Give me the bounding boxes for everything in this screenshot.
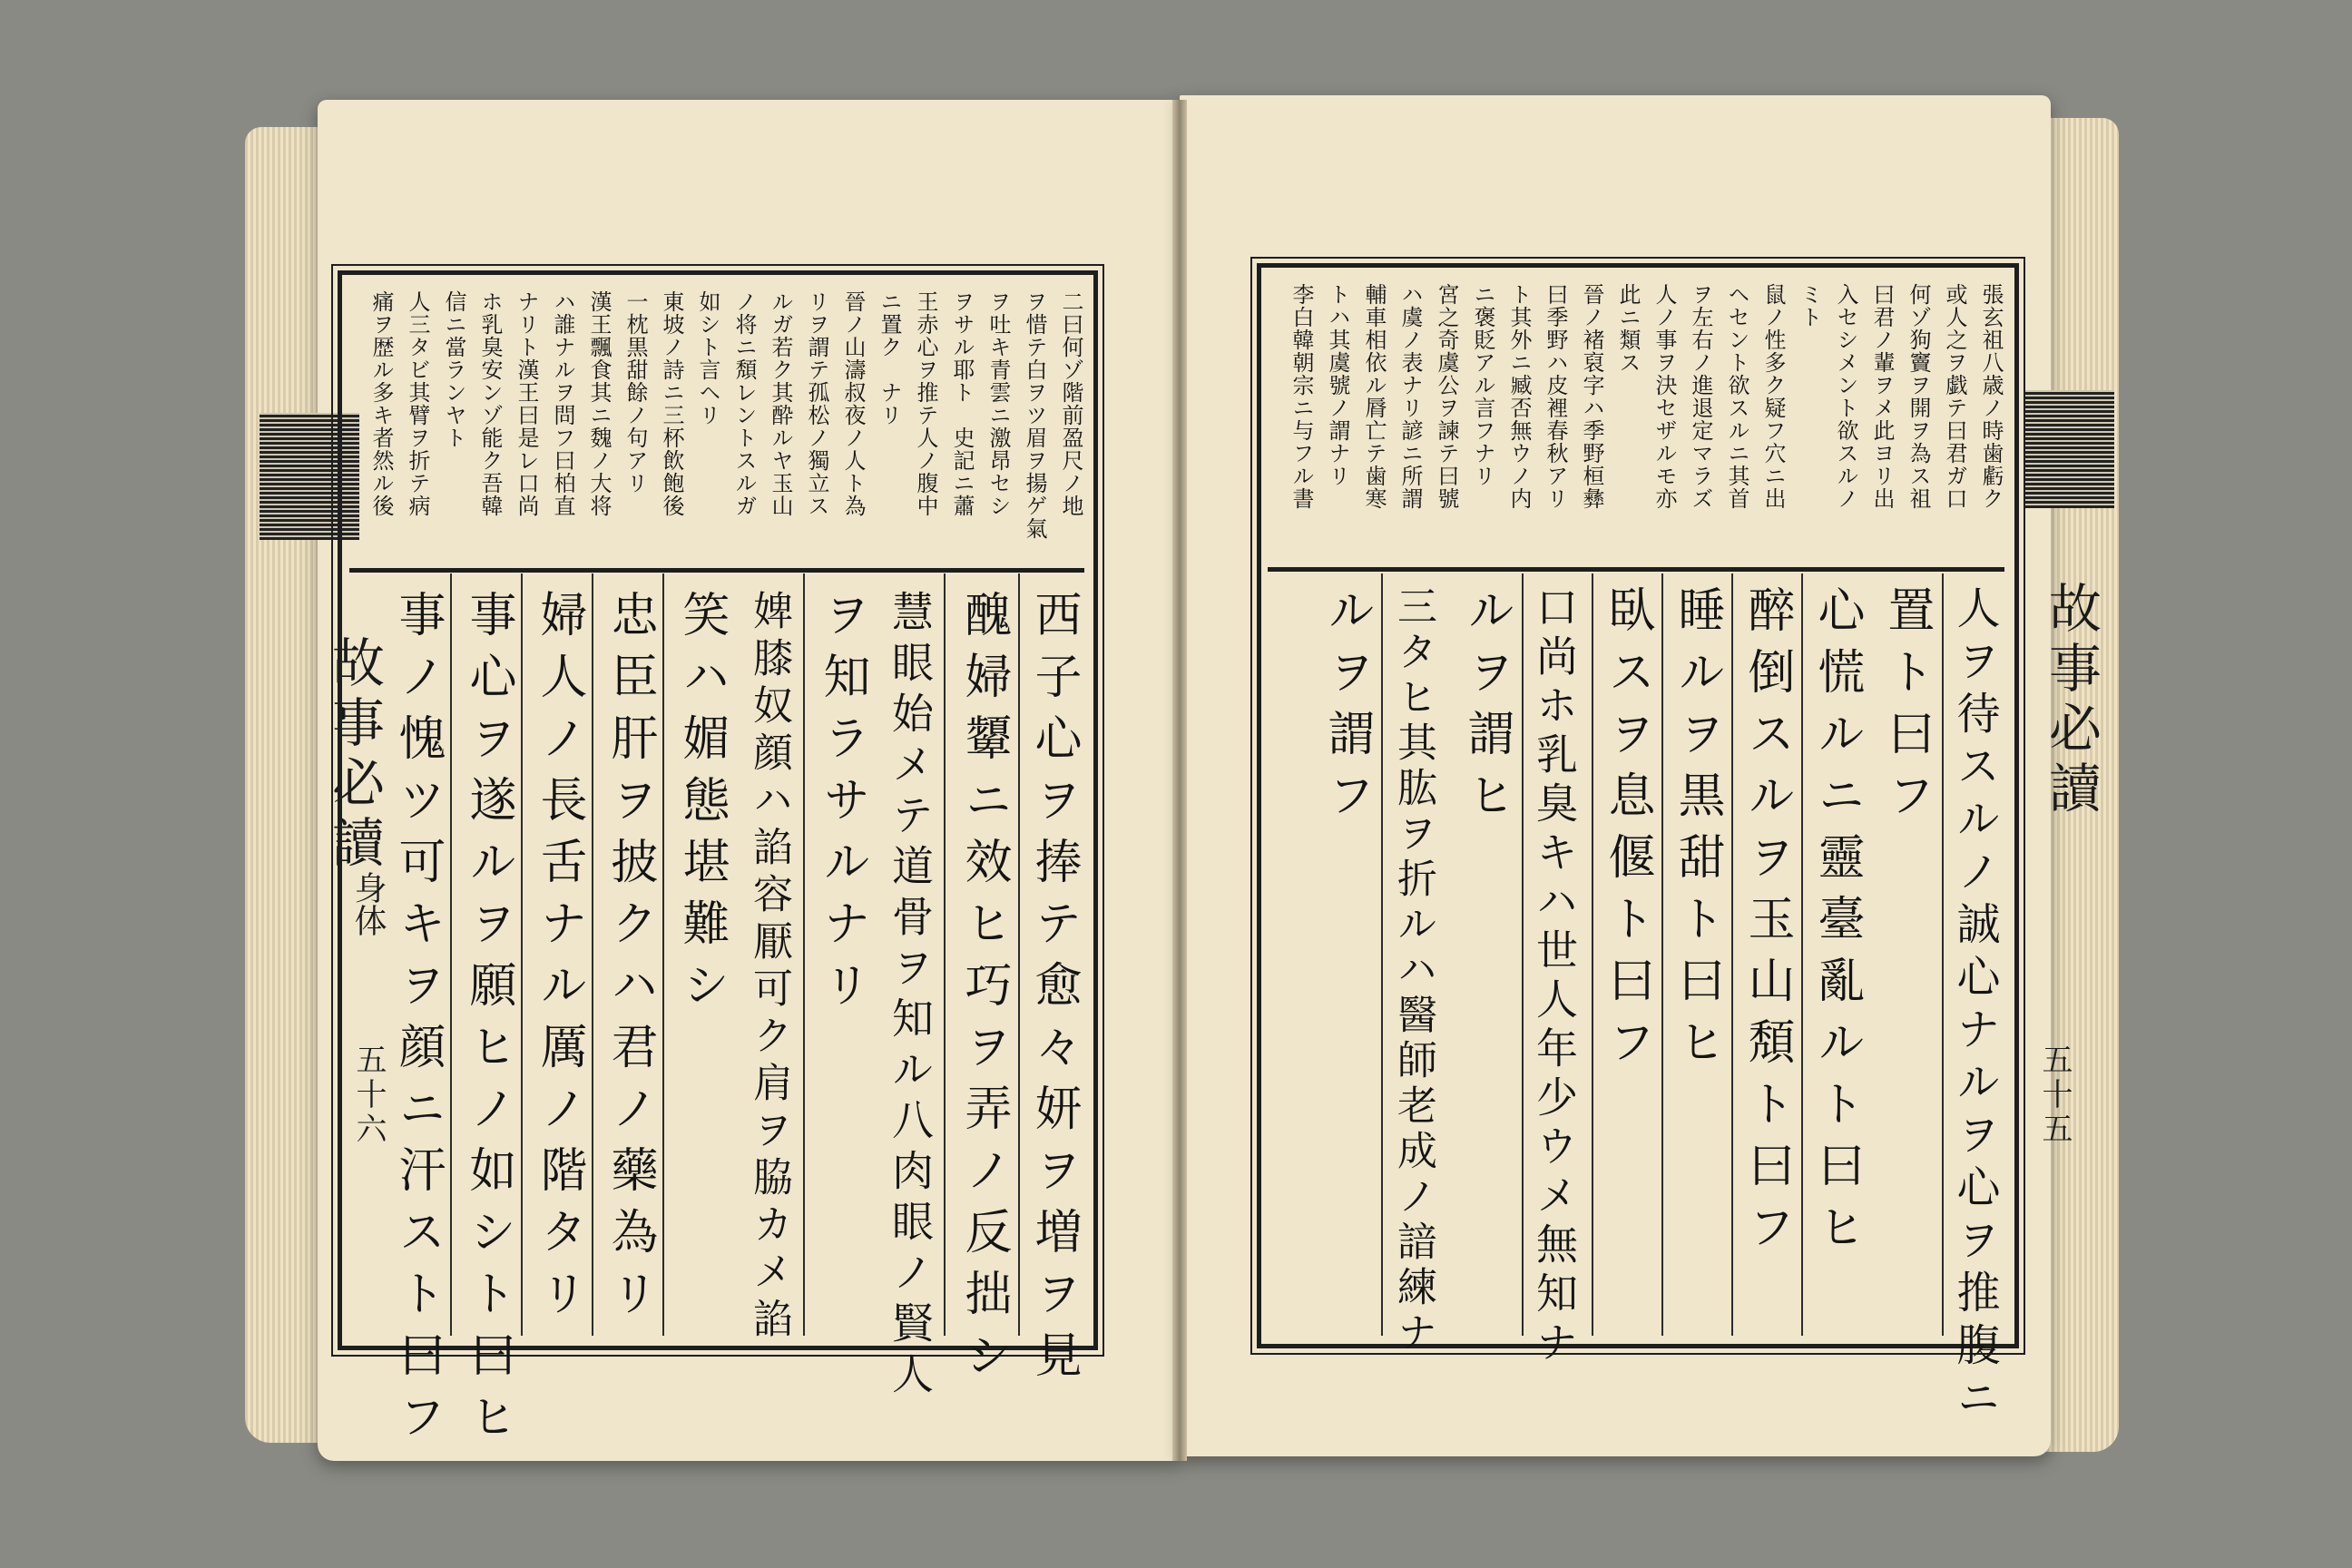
column-rule bbox=[944, 573, 946, 1336]
column-rule bbox=[1731, 573, 1733, 1336]
right-note: 李白韓朝宗ニ与フル書 bbox=[1289, 283, 1314, 510]
column-rule bbox=[1018, 573, 1020, 1336]
right-note: ト其外ニ臧否無ウノ内 bbox=[1506, 283, 1532, 510]
right-note: 曰君ノ輩ヲメ此ヨリ出 bbox=[1869, 283, 1895, 510]
left-note: 東坡ノ詩ニ三杯飲飽後 bbox=[659, 290, 684, 517]
left-margin-title: 故事必讀 bbox=[323, 635, 385, 875]
column-rule bbox=[1801, 573, 1803, 1336]
column-rule bbox=[521, 573, 523, 1336]
right-margin-title: 故事必讀 bbox=[2040, 581, 2102, 820]
right-main-line: 置ト曰フ bbox=[1879, 585, 1934, 832]
left-note: ナリト漢王曰是レ口尚 bbox=[514, 290, 539, 517]
left-main-line: 西子心ヲ捧テ愈々妍ヲ増ヲ見 bbox=[1026, 590, 1081, 1392]
right-note: 曰季野ハ皮裡春秋アリ bbox=[1543, 283, 1568, 510]
right-note: 晉ノ褚裒字ハ季野桓彝 bbox=[1579, 283, 1604, 510]
right-note: 人ノ事ヲ決セザルモ亦 bbox=[1651, 283, 1677, 510]
left-note: 一枕黒甜餘ノ句アリ bbox=[622, 290, 648, 495]
column-rule bbox=[1661, 573, 1663, 1336]
right-note: ヘセント欲スルニ其首 bbox=[1724, 283, 1749, 510]
column-rule bbox=[592, 573, 593, 1336]
left-note: 痛ヲ歴ル多キ者然ル後 bbox=[368, 290, 394, 517]
left-note: ヲサル耶ト 史記ニ蕭 bbox=[949, 290, 975, 517]
book-gutter bbox=[1172, 100, 1187, 1461]
left-note: 人三タビ其臂ヲ折テ病 bbox=[405, 290, 430, 517]
right-main-line: ルヲ謂ヒ bbox=[1459, 585, 1514, 832]
right-note: 何ゾ狗竇ヲ開ヲ為ス祖 bbox=[1906, 283, 1931, 510]
left-note: ルガ若ク其酔ルヤ玉山 bbox=[768, 290, 793, 517]
column-rule bbox=[1942, 573, 1944, 1336]
right-main-line: 睡ルヲ黒甜ト曰ヒ bbox=[1670, 585, 1724, 1079]
column-rule bbox=[450, 573, 452, 1336]
left-main-line: 醜婦顰ニ效ヒ巧ヲ弄ノ反拙シ bbox=[956, 590, 1011, 1392]
left-note: ホ乳臭安ンゾ能ク吾韓 bbox=[477, 290, 503, 517]
right-note: ニ褒貶アル言フナリ bbox=[1470, 283, 1495, 487]
left-main-line: 慧眼始メテ道骨ヲ知ル八肉眼ノ賢人 bbox=[886, 590, 935, 1403]
right-note: 入セシメント欲スルノ bbox=[1833, 283, 1858, 510]
left-main-line: ヲ知ラサルナリ bbox=[815, 590, 869, 1022]
column-rule bbox=[1522, 573, 1524, 1336]
right-main-line: ルヲ謂フ bbox=[1319, 585, 1374, 832]
right-note: 鼠ノ性多ク疑フ穴ニ出 bbox=[1760, 283, 1786, 510]
page-edges-left bbox=[245, 127, 322, 1443]
left-main-line: 忠臣肝ヲ披クハ君ノ藥為リ bbox=[603, 590, 657, 1330]
left-main-line: 婦人ノ長舌ナル厲ノ階タリ bbox=[532, 590, 586, 1330]
left-note: ノ将ニ頽レントスルガ bbox=[731, 290, 757, 517]
right-main-line: 口尚ホ乳臭キハ世人年少ウメ無知ナ bbox=[1530, 585, 1579, 1369]
left-note: リヲ謂テ孤松ノ獨立ス bbox=[804, 290, 829, 517]
right-note: 此ニ類ス bbox=[1615, 283, 1641, 374]
left-note: ヲ惜テ白ヲツ眉ヲ揚ゲ氣 bbox=[1022, 290, 1047, 540]
left-folio: 五十六 bbox=[350, 1044, 387, 1147]
left-note: 漢王飄食其ニ魏ノ大将 bbox=[586, 290, 612, 517]
left-note: ニ置ク ナリ bbox=[877, 290, 902, 426]
right-note: 或人之ヲ戯テ曰君ガ口 bbox=[1942, 283, 1967, 510]
right-note: ハ虞ノ表ナリ諺ニ所謂 bbox=[1397, 283, 1423, 510]
left-note: 晉ノ山濤叔夜ノ人ト為 bbox=[840, 290, 866, 517]
right-note: ヲ左右ノ進退定マラズ bbox=[1688, 283, 1713, 510]
column-rule bbox=[662, 573, 664, 1336]
right-main-line: 人ヲ待スルノ誠心ナルヲ心ヲ推腹ニ bbox=[1949, 585, 2000, 1427]
right-main-line: 臥スヲ息偃ト曰フ bbox=[1600, 585, 1654, 1079]
column-rule bbox=[803, 573, 805, 1336]
right-main-line: 心慌ルニ靈臺亂ルト曰ヒ bbox=[1809, 585, 1864, 1264]
left-main-line: 事心ヲ遂ルヲ願ヒノ如シト曰ヒ bbox=[461, 590, 515, 1454]
left-note: 信ニ當ランヤト bbox=[441, 290, 466, 449]
right-main-line: 醉倒スルヲ玉山頽ト曰フ bbox=[1740, 585, 1794, 1264]
right-note: ミト bbox=[1797, 283, 1822, 328]
left-main-line: 婢膝奴顔ハ諂容厭可ク肩ヲ脇カメ諂 bbox=[746, 590, 792, 1345]
right-note: トハ其虞號ノ謂ナリ bbox=[1325, 283, 1350, 487]
left-main-line: 事ノ愧ツ可キヲ顔ニ汗スト曰フ bbox=[390, 590, 445, 1454]
left-main-line: 笑ハ媚態堪難シ bbox=[674, 590, 729, 1022]
left-note: 二曰何ゾ階前盈尺ノ地 bbox=[1058, 290, 1083, 517]
left-note: 如シト言ヘリ bbox=[695, 290, 720, 426]
fore-edge-ornament-right bbox=[2024, 390, 2114, 508]
right-folio: 五十五 bbox=[2036, 1044, 2073, 1147]
left-section-label: 身体 bbox=[349, 871, 387, 936]
left-note: ヲ吐キ青雲ニ激昂セシ bbox=[985, 290, 1011, 517]
left-note: ハ誰ナルヲ問フ曰柏直 bbox=[550, 290, 575, 517]
right-main-line: 三タヒ其肱ヲ折ルハ醫師老成ノ諳練ナ bbox=[1390, 585, 1436, 1357]
column-rule bbox=[1381, 573, 1383, 1336]
left-note: 王赤心ヲ推テ人ノ腹中 bbox=[913, 290, 938, 517]
right-note: 張玄祖八歳ノ時歯虧ク bbox=[1978, 283, 2004, 510]
column-rule bbox=[1592, 573, 1593, 1336]
right-note: 輔車相依ル脣亡テ歯寒 bbox=[1361, 283, 1387, 510]
right-note: 宮之奇虞公ヲ諫テ曰號 bbox=[1434, 283, 1459, 510]
